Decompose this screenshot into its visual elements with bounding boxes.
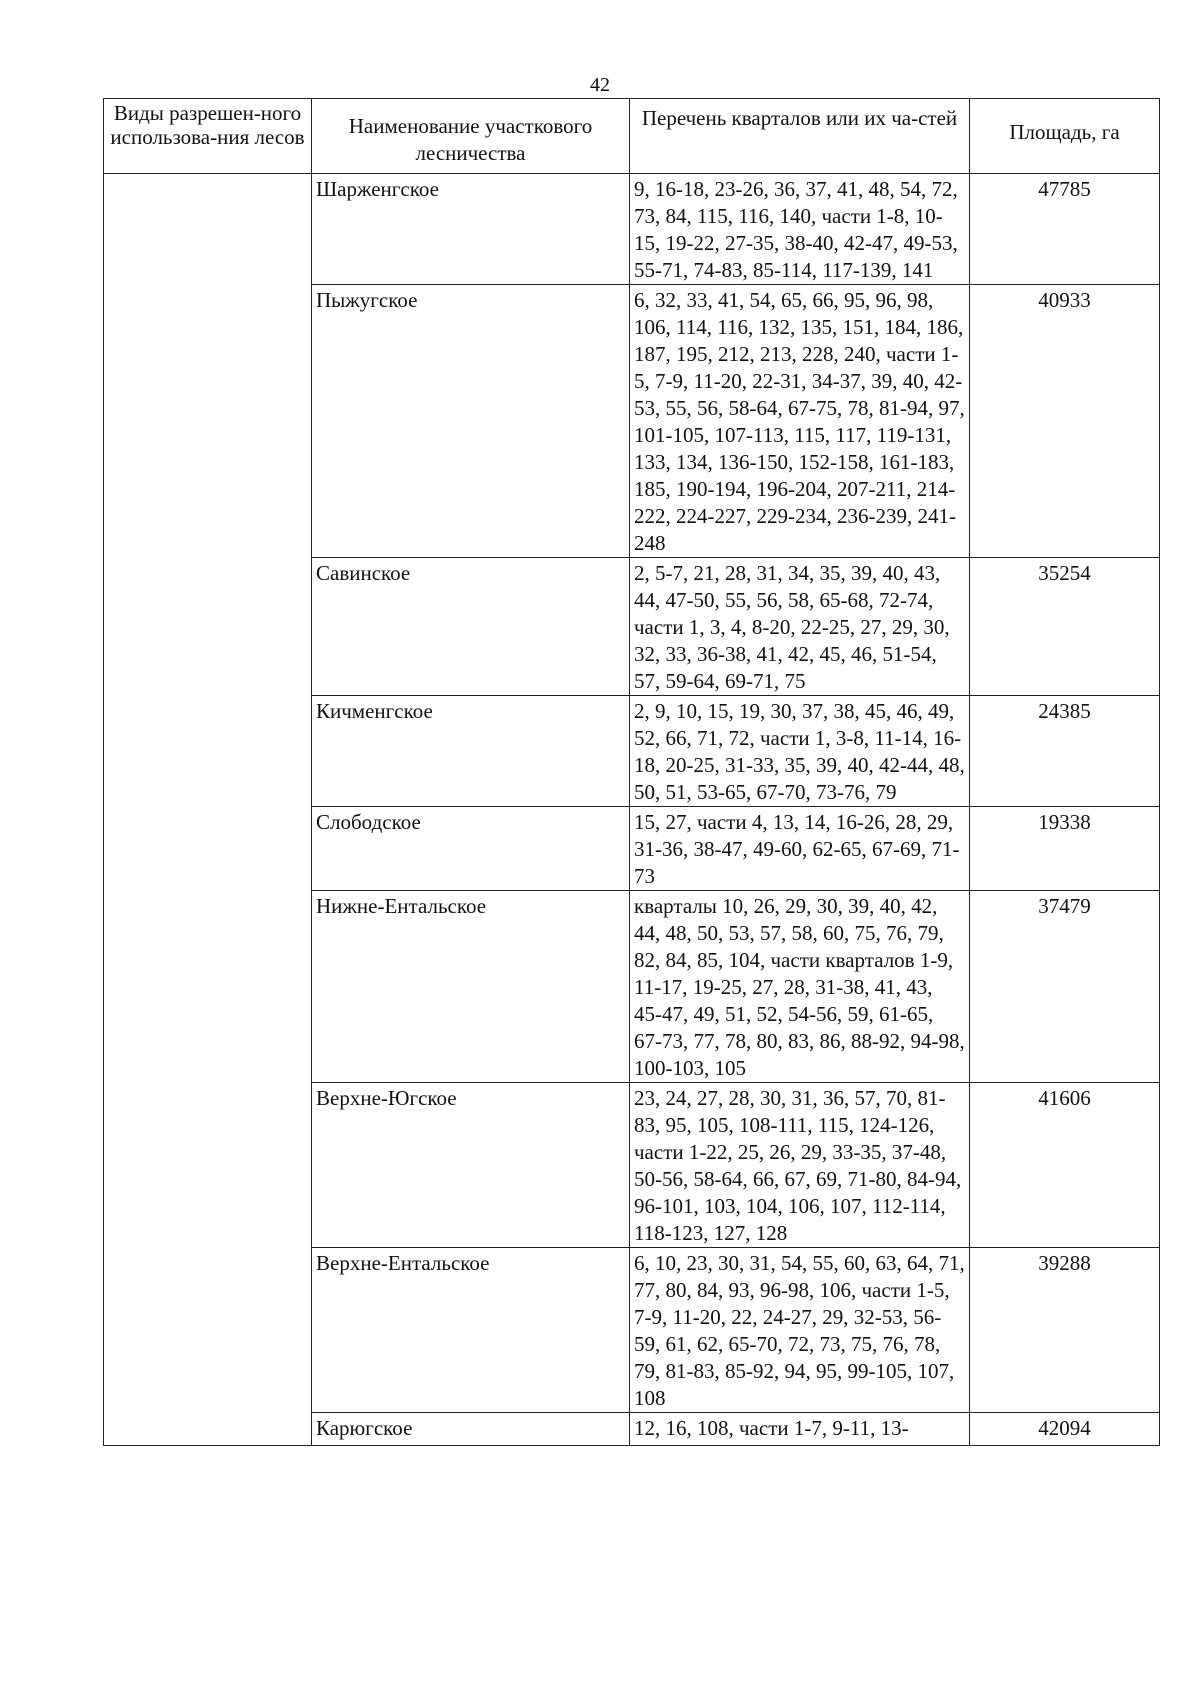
forestry-name-cell: Верхне-Югское (312, 1083, 630, 1248)
page-number: 42 (590, 74, 610, 96)
forest-use-table (103, 98, 1160, 1446)
area-cell: 37479 (970, 891, 1160, 1083)
quarters-cell: 6, 10, 23, 30, 31, 54, 55, 60, 63, 64, 71, 77, 80, 84, 93, 96-98, 106, части 1-5, 7-9, 11-20, 22, 24-27, 29, 32-53, 56-59, 61, 62, 65-70, 72, 73, 75, 76, 78, 79, 81-83, 85-92, 94, 95, 99-105, 107, 108 (630, 1248, 970, 1413)
quarters-cell: 6, 32, 33, 41, 54, 65, 66, 95, 96, 98, 106, 114, 116, 132, 135, 151, 184, 186, 187, 195, 212, 213, 228, 240, части 1-5, 7-9, 11-20, 22-31, 34-37, 39, 40, 42-53, 55, 56, 58-64, 67-75, 78, 81-94, 97, 101-105, 107-113, 115, 117, 119-131, 133, 134, 136-150, 152-158, 161-183, 185, 190-194, 196-204, 207-211, 214-222, 224-227, 229-234, 236-239, 241-248 (630, 285, 970, 558)
area-cell: 42094 (970, 1413, 1160, 1446)
area-cell: 19338 (970, 807, 1160, 891)
forestry-name-cell: Карюгское (312, 1413, 630, 1446)
area-cell: 39288 (970, 1248, 1160, 1413)
forestry-name-cell: Шарженгское (312, 174, 630, 285)
quarters-cell: 23, 24, 27, 28, 30, 31, 36, 57, 70, 81-83, 95, 105, 108-111, 115, 124-126, части 1-22, 25, 26, 29, 33-35, 37-48, 50-56, 58-64, 66, 67, 69, 71-80, 84-94, 96-101, 103, 104, 106, 107, 112-114, 118-123, 127, 128 (630, 1083, 970, 1248)
forestry-name-cell: Нижне-Ентальское (312, 891, 630, 1083)
area-cell: 24385 (970, 696, 1160, 807)
header-forestry-name: Наименование участкового лесничества (312, 99, 630, 174)
header-area: Площадь, га (970, 99, 1160, 174)
table-header-row (104, 99, 1160, 174)
quarters-cell: кварталы 10, 26, 29, 30, 39, 40, 42, 44, 48, 50, 53, 57, 58, 60, 75, 76, 79, 82, 84, 85, 104, части кварталов 1-9, 11-17, 19-25, 27, 28, 31-38, 41, 43, 45-47, 49, 51, 52, 54-56, 59, 61-65, 67-73, 77, 78, 80, 83, 86, 88-92, 94-98, 100-103, 105 (630, 891, 970, 1083)
quarters-cell: 2, 9, 10, 15, 19, 30, 37, 38, 45, 46, 49, 52, 66, 71, 72, части 1, 3-8, 11-14, 16-18, 20-25, 31-33, 35, 39, 40, 42-44, 48, 50, 51, 53-65, 67-70, 73-76, 79 (630, 696, 970, 807)
forestry-name-cell: Савинское (312, 558, 630, 696)
forestry-name-cell: Кичменгское (312, 696, 630, 807)
quarters-cell: 9, 16-18, 23-26, 36, 37, 41, 48, 54, 72, 73, 84, 115, 116, 140, части 1-8, 10-15, 19-22, 27-35, 38-40, 42-47, 49-53, 55-71, 74-83, 85-114, 117-139, 141 (630, 174, 970, 285)
area-cell: 41606 (970, 1083, 1160, 1248)
header-quarters: Перечень кварталов или их ча-стей (630, 99, 970, 174)
forestry-name-cell: Пыжугское (312, 285, 630, 558)
area-cell: 35254 (970, 558, 1160, 696)
area-cell: 40933 (970, 285, 1160, 558)
use-type-cell (104, 174, 312, 1446)
header-use-type: Виды разрешен-ного использова-ния лесов (104, 99, 312, 174)
table-row (104, 174, 1160, 285)
area-cell: 47785 (970, 174, 1160, 285)
quarters-cell: 2, 5-7, 21, 28, 31, 34, 35, 39, 40, 43, 44, 47-50, 55, 56, 58, 65-68, 72-74, части 1, 3, 4, 8-20, 22-25, 27, 29, 30, 32, 33, 36-38, 41, 42, 45, 46, 51-54, 57, 59-64, 69-71, 75 (630, 558, 970, 696)
forestry-name-cell: Верхне-Ентальское (312, 1248, 630, 1413)
quarters-cell: 12, 16, 108, части 1-7, 9-11, 13- (630, 1413, 970, 1446)
quarters-cell: 15, 27, части 4, 13, 14, 16-26, 28, 29, 31-36, 38-47, 49-60, 62-65, 67-69, 71-73 (630, 807, 970, 891)
forestry-name-cell: Слободское (312, 807, 630, 891)
